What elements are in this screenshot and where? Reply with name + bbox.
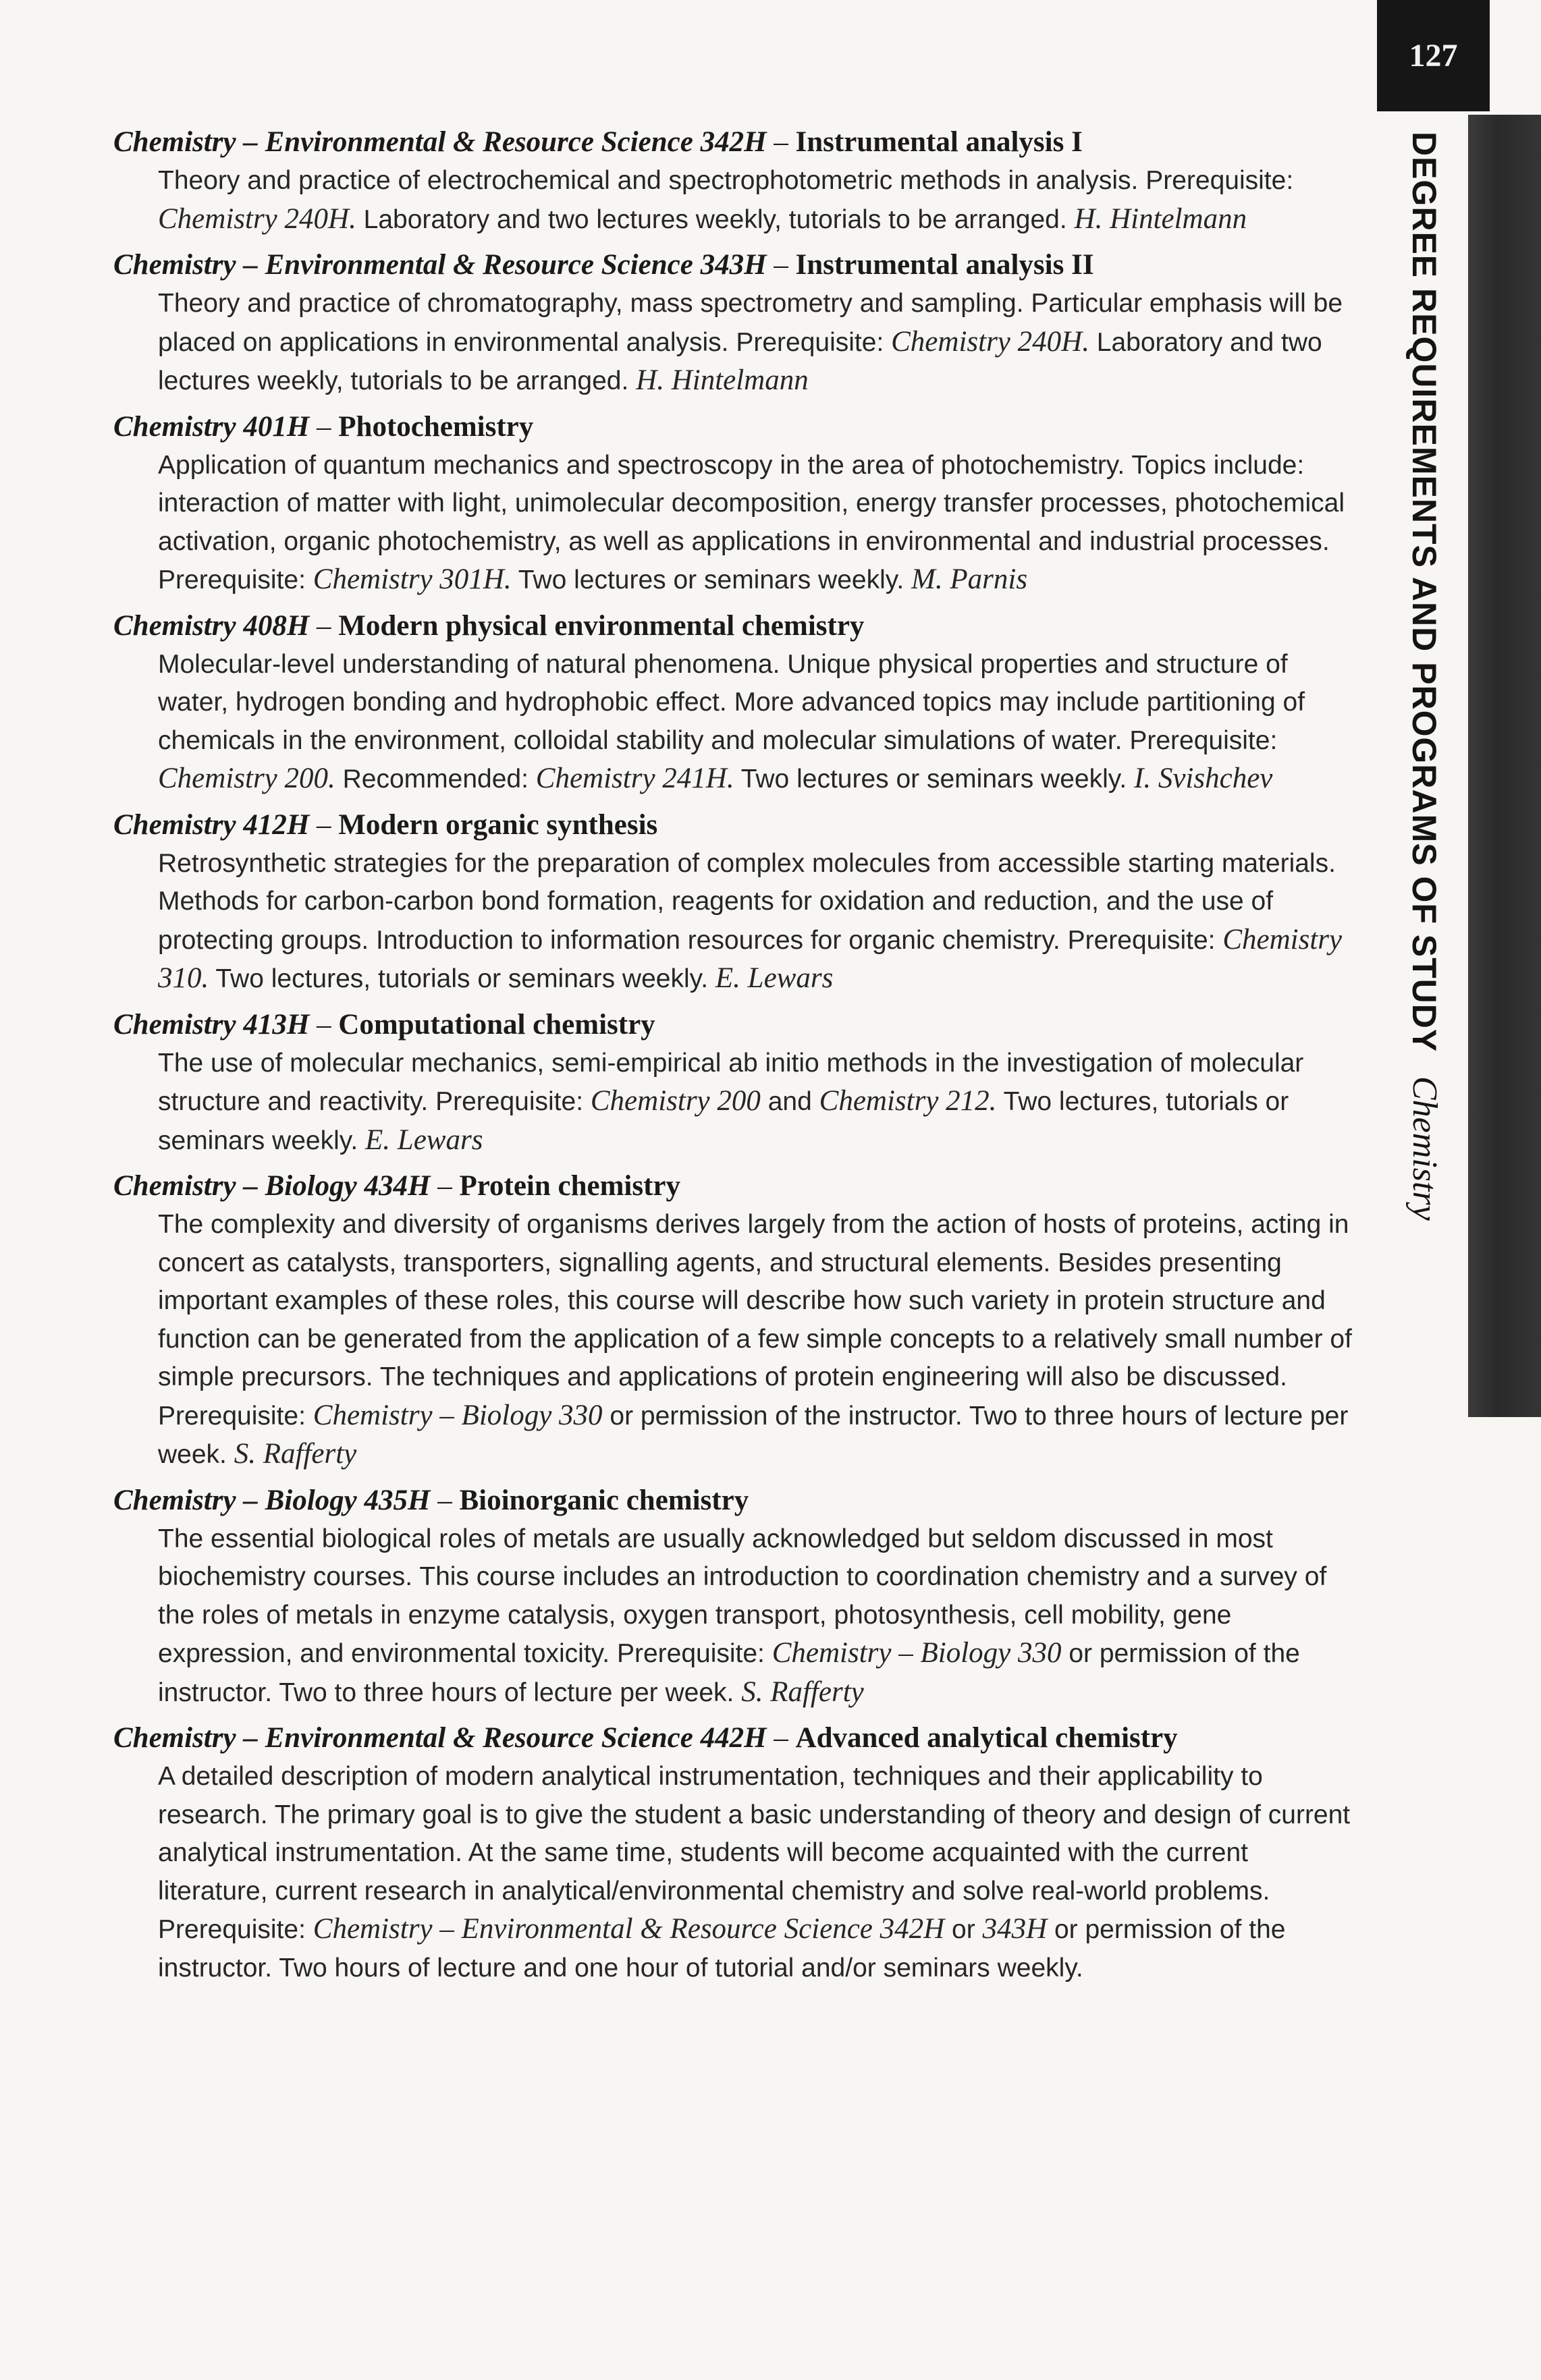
italic-reference: Chemistry 240H.	[158, 202, 356, 235]
italic-reference: Chemistry – Biology 330	[313, 1399, 603, 1431]
course-description	[113, 447, 1355, 600]
course-heading: Chemistry – Biology 435H – Bioinorganic chemistry	[113, 1484, 749, 1516]
italic-reference: H. Hintelmann	[1074, 202, 1247, 235]
description-text: Two lectures, tutorials or seminars weekly.	[209, 964, 715, 993]
italic-reference: S. Rafferty	[741, 1676, 864, 1708]
course-code: Chemistry 413H	[113, 1008, 310, 1041]
course-entry	[113, 1481, 1355, 1713]
italic-reference: Chemistry 200.	[158, 763, 335, 794]
course-code: Chemistry 412H	[113, 808, 310, 841]
italic-reference: Chemistry 241H.	[535, 763, 734, 794]
course-title: Protein chemistry	[459, 1170, 681, 1202]
running-header	[1404, 132, 1444, 1221]
italic-reference: M. Parnis	[911, 563, 1028, 595]
course-heading: Chemistry – Environmental & Resource Science 442H – Advanced analytical chemistry	[113, 1722, 1178, 1754]
italic-reference: H. Hintelmann	[636, 364, 809, 396]
course-heading: Chemistry 401H – Photochemistry	[113, 410, 534, 443]
description-text: Application of quantum mechanics and spectroscopy in the area of photochemistry. Topics include: interaction of matter with light, unimolecular decomposition, energy transfer processes, photochemical activation, organic photochemistry, as well as applications in environmental and industrial processes. Prerequisite:	[158, 450, 1345, 594]
description-text: Laboratory and two lectures weekly, tutorials to be arranged.	[158, 327, 1322, 395]
description-text: Two lectures, tutorials or seminars weekly.	[158, 1087, 1289, 1155]
course-code: Chemistry – Environmental & Resource Science 342H	[113, 126, 767, 158]
course-entry	[113, 607, 1355, 799]
course-list	[113, 123, 1355, 1994]
course-code: Chemistry – Environmental & Resource Science 343H	[113, 249, 767, 281]
course-entry	[113, 123, 1355, 239]
course-heading: Chemistry 408H – Modern physical environmental chemistry	[113, 609, 865, 642]
course-code: Chemistry 401H	[113, 410, 310, 443]
italic-reference: Chemistry 200	[590, 1085, 761, 1117]
subject-label: Chemistry	[1405, 1076, 1444, 1221]
course-entry	[113, 246, 1355, 401]
italic-reference: Chemistry 310.	[158, 923, 1343, 994]
course-entry	[113, 1005, 1355, 1161]
description-text: Theory and practice of electrochemical and spectrophotometric methods in analysis. Prerequisite:	[158, 166, 1294, 195]
course-heading: Chemistry 412H – Modern organic synthesis	[113, 808, 658, 841]
course-description	[113, 1206, 1355, 1474]
description-text: or permission of the instructor. Two to three hours of lecture per week.	[158, 1639, 1300, 1707]
side-shading-band	[1468, 115, 1541, 1417]
description-text: and	[760, 1087, 819, 1116]
course-heading: Chemistry 413H – Computational chemistry	[113, 1008, 655, 1041]
course-title: Instrumental analysis II	[795, 249, 1094, 281]
description-text: Two lectures or seminars weekly.	[734, 765, 1135, 794]
course-heading: Chemistry – Environmental & Resource Science 342H – Instrumental analysis I	[113, 126, 1083, 158]
course-title: Instrumental analysis I	[795, 126, 1083, 158]
course-entry	[113, 1167, 1355, 1474]
italic-reference: Chemistry 301H.	[313, 563, 512, 595]
italic-reference: Chemistry – Environmental & Resource Science 342H	[313, 1913, 945, 1945]
course-entry	[113, 806, 1355, 999]
course-description	[113, 1520, 1355, 1713]
course-title: Advanced analytical chemistry	[795, 1722, 1178, 1754]
description-text: Retrosynthetic strategies for the preparation of complex molecules from accessible starting materials. Methods for carbon-carbon bond formation, reagents for oxidation and reduction, and the use of protecting groups. Introduction to information resources for organic chemistry. Prerequisite:	[158, 848, 1336, 955]
course-title: Modern physical environmental chemistry	[338, 609, 865, 642]
course-description	[113, 1758, 1355, 1987]
italic-reference: E. Lewars	[715, 962, 834, 994]
italic-reference: E. Lewars	[365, 1124, 483, 1156]
italic-reference: 343H	[982, 1913, 1048, 1945]
course-description	[113, 1045, 1355, 1161]
description-text: The complexity and diversity of organisms derives largely from the action of hosts of proteins, acting in concert as catalysts, transporters, signalling agents, and structural elements. Besides presenting important examples of these roles, this course will describe how such variety in protein structure and function can be generated from the application of a few simple concepts to a relatively small number of simple precursors. The techniques and applications of protein engineering will also be discussed. Prerequisite:	[158, 1210, 1352, 1431]
description-text: The essential biological roles of metals are usually acknowledged but seldom discussed in most biochemistry courses. This course includes an introduction to coordination chemistry and a survey of the roles of metals in enzyme catalysis, oxygen transport, photosynthesis, cell mobility, gene expression, and environmental toxicity. Prerequisite:	[158, 1524, 1327, 1668]
italic-reference: I. Svishchev	[1134, 763, 1273, 794]
description-text: Molecular-level understanding of natural phenomena. Unique physical properties and structure of water, hydrogen bonding and hydrophobic effect. More advanced topics may include partitioning of chemicals in the environment, colloidal stability and molecular simulations of water. Prerequisite:	[158, 649, 1305, 755]
description-text: The use of molecular mechanics, semi-empirical ab initio methods in the investigation of molecular structure and reactivity. Prerequisite:	[158, 1048, 1304, 1116]
course-description	[113, 845, 1355, 999]
course-code: Chemistry – Biology 435H	[113, 1484, 431, 1516]
course-entry	[113, 1719, 1355, 1987]
italic-reference: Chemistry 240H.	[891, 325, 1089, 358]
course-code: Chemistry – Environmental & Resource Science 442H	[113, 1722, 767, 1754]
section-title: DEGREE REQUIREMENTS AND PROGRAMS OF STUDY	[1405, 132, 1443, 1053]
description-text: or permission of the instructor. Two to three hours of lecture per week.	[158, 1401, 1349, 1469]
course-title: Computational chemistry	[338, 1008, 655, 1041]
course-heading: Chemistry – Biology 434H – Protein chemistry	[113, 1170, 681, 1202]
description-text: Recommended:	[335, 765, 536, 794]
course-description	[113, 646, 1355, 799]
course-code: Chemistry – Biology 434H	[113, 1170, 431, 1202]
course-entry	[113, 408, 1355, 600]
description-text: Two lectures or seminars weekly.	[511, 565, 912, 594]
italic-reference: S. Rafferty	[234, 1438, 357, 1470]
course-description	[113, 285, 1355, 401]
course-code: Chemistry 408H	[113, 609, 310, 642]
course-title: Photochemistry	[338, 410, 534, 443]
description-text: or permission of the instructor. Two hours of lecture and one hour of tutorial and/or seminars weekly.	[158, 1915, 1286, 1983]
description-text: or	[944, 1915, 983, 1944]
description-text: Laboratory and two lectures weekly, tutorials to be arranged.	[356, 204, 1075, 234]
page-number: 127	[1377, 0, 1490, 111]
description-text: Theory and practice of chromatography, mass spectrometry and sampling. Particular emphasis will be placed on applications in environmental analysis. Prerequisite:	[158, 289, 1343, 357]
description-text: A detailed description of modern analytical instrumentation, techniques and their applicability to research. The primary goal is to give the student a basic understanding of theory and design of current analytical instrumentation. At the same time, students will become acquainted with the current literature, current research in analytical/environmental chemistry and solve real-world problems. Prerequisite:	[158, 1762, 1351, 1944]
italic-reference: Chemistry – Biology 330	[772, 1637, 1062, 1669]
course-title: Bioinorganic chemistry	[459, 1484, 749, 1516]
course-title: Modern organic synthesis	[338, 808, 658, 841]
course-heading: Chemistry – Environmental & Resource Science 343H – Instrumental analysis II	[113, 249, 1094, 281]
course-description	[113, 162, 1355, 239]
italic-reference: Chemistry 212.	[819, 1085, 997, 1117]
